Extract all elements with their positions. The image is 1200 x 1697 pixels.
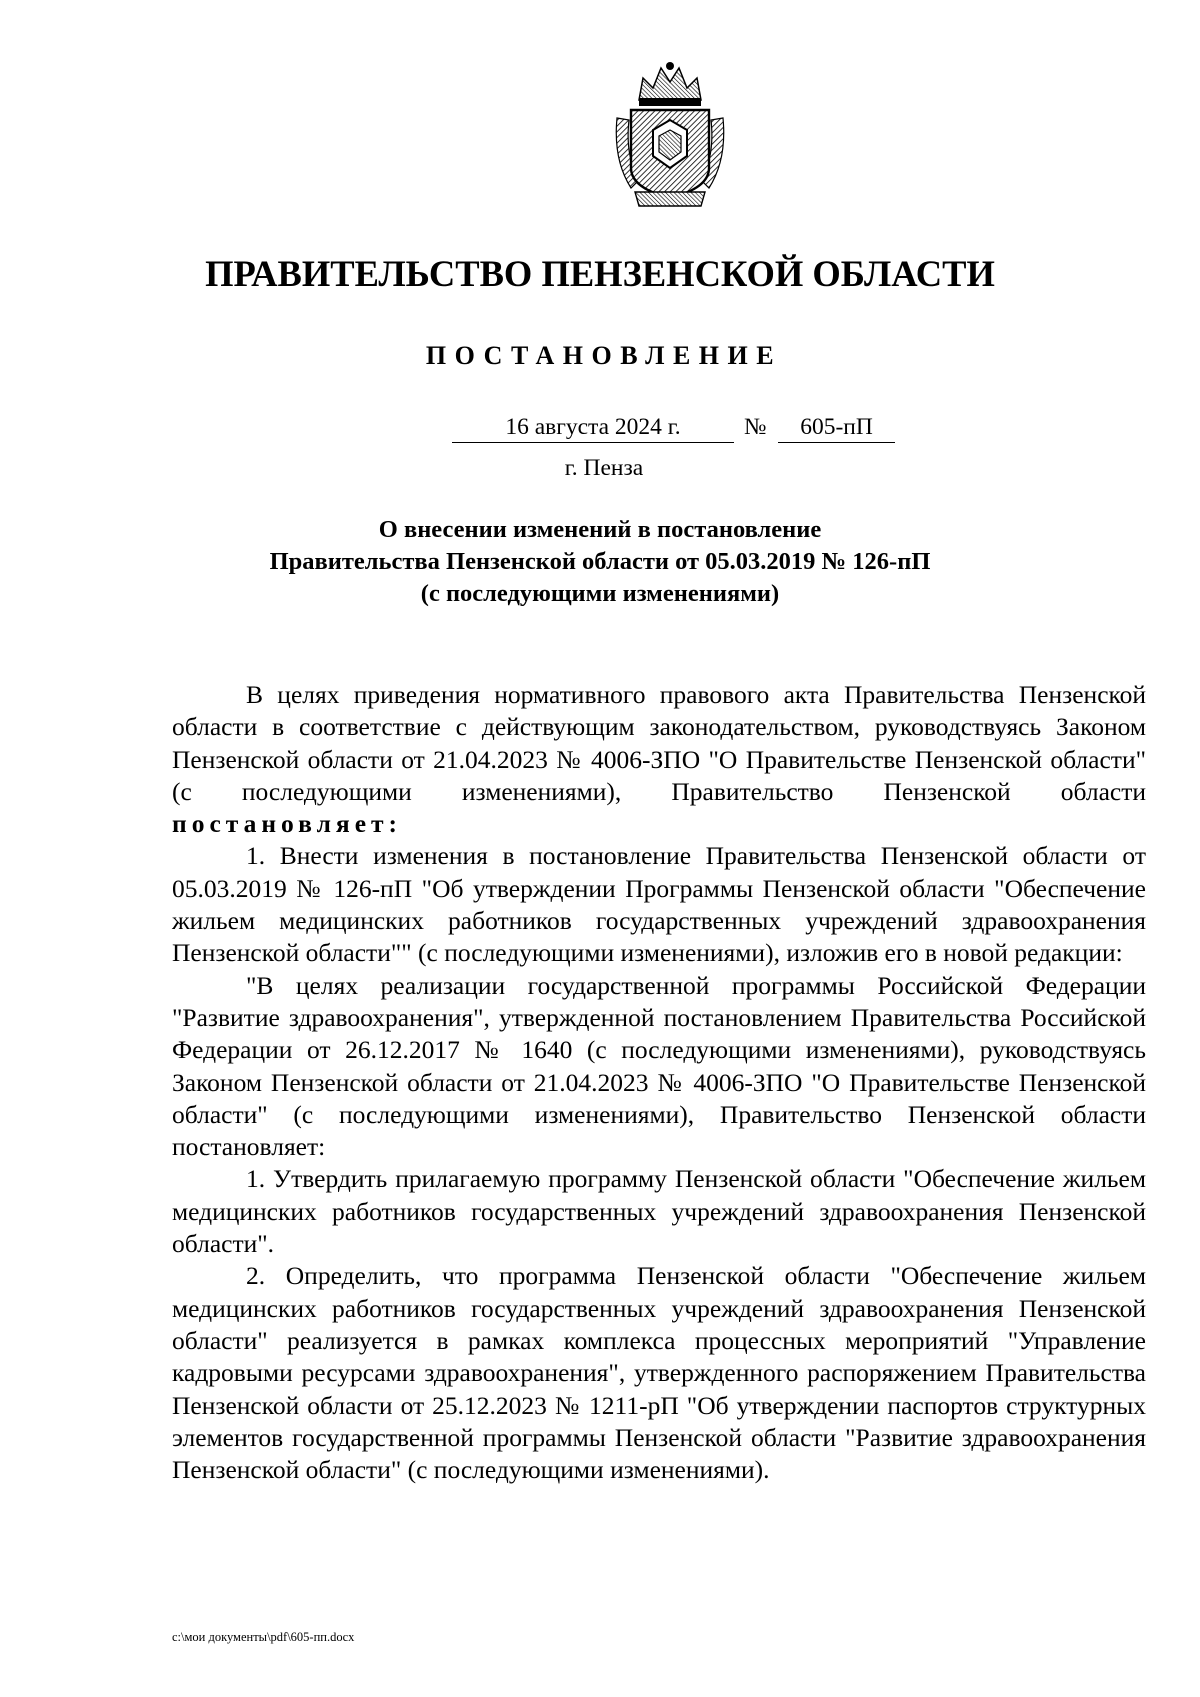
- penza-coat-of-arms-icon: [609, 60, 731, 210]
- decree-subject: [0, 514, 1200, 610]
- resolves-word: постановляет:: [172, 809, 403, 839]
- number-sign: №: [744, 414, 767, 440]
- decree-date: 16 августа 2024 г.: [452, 412, 734, 443]
- subject-line: О внесении изменений в постановление: [378, 516, 822, 543]
- subject-line: Правительства Пензенской области от 05.03.2019 № 126-пП: [269, 548, 931, 575]
- city: г. Пенза: [564, 455, 644, 481]
- quoted-item-paragraph: 2. Определить, что программа Пензенской области "Обеспечение жильем медицинских работников государственных учреждений здравоохранения Пензенской области" реализуется в рамках комплекса процессных мероприятий "Управление кадровыми ресурсами здравоохранения", утвержденного распоряжением Правительства Пензенской области от 25.12.2023 № 1211-рП "Об утверждении паспортов структурных элементов государственной программы Пензенской области "Развитие здравоохранения Пензенской области" (с последующими изменениями).: [172, 1261, 1146, 1485]
- preamble-paragraph: [172, 679, 1146, 840]
- item-paragraph: 1. Внести изменения в постановление Правительства Пензенской области от 05.03.2019 № 126-пП "Об утверждении Программы Пензенской области "Обеспечение жильем медицинских работников государственных учреждений здравоохранения Пензенской области"" (с последующими изменениями), изложив его в новой редакции:: [172, 841, 1146, 968]
- government-title: ПРАВИТЕЛЬСТВО ПЕНЗЕНСКОЙ ОБЛАСТИ: [205, 253, 995, 294]
- subject-line: (с последующими изменениями): [420, 580, 780, 607]
- quoted-preamble-paragraph: "В целях реализации государственной программы Российской Федерации "Развитие здравоохранения", утвержденной постановлением Правительства Российской Федерации от 26.12.2017 № 1640 (с последующими изменениями), руководствуясь Законом Пензенской области от 21.04.2023 № 4006-ЗПО "О Правительстве Пензенской области" (с последующими изменениями), Правительство Пензенской области постановляет:: [172, 970, 1146, 1162]
- decree-body: [172, 679, 1146, 1486]
- preamble-text: В целях приведения нормативного правового акта Правительства Пензенской области в соответствие с действующим законодательством, руководствуясь Законом Пензенской области от 21.04.2023 № 4006-ЗПО "О Правительстве Пензенской области" (с последующими изменениями), Правительство Пензенской области: [172, 680, 1146, 806]
- file-path: c:\мои документы\pdf\605-пп.docx: [172, 1630, 355, 1644]
- quoted-item-paragraph: 1. Утвердить прилагаемую программу Пензенской области "Обеспечение жильем медицинских работников государственных учреждений здравоохранения Пензенской области".: [172, 1164, 1146, 1259]
- document-type: ПОСТАНОВЛЕНИЕ: [425, 341, 783, 370]
- decree-number: 605-пП: [778, 412, 895, 443]
